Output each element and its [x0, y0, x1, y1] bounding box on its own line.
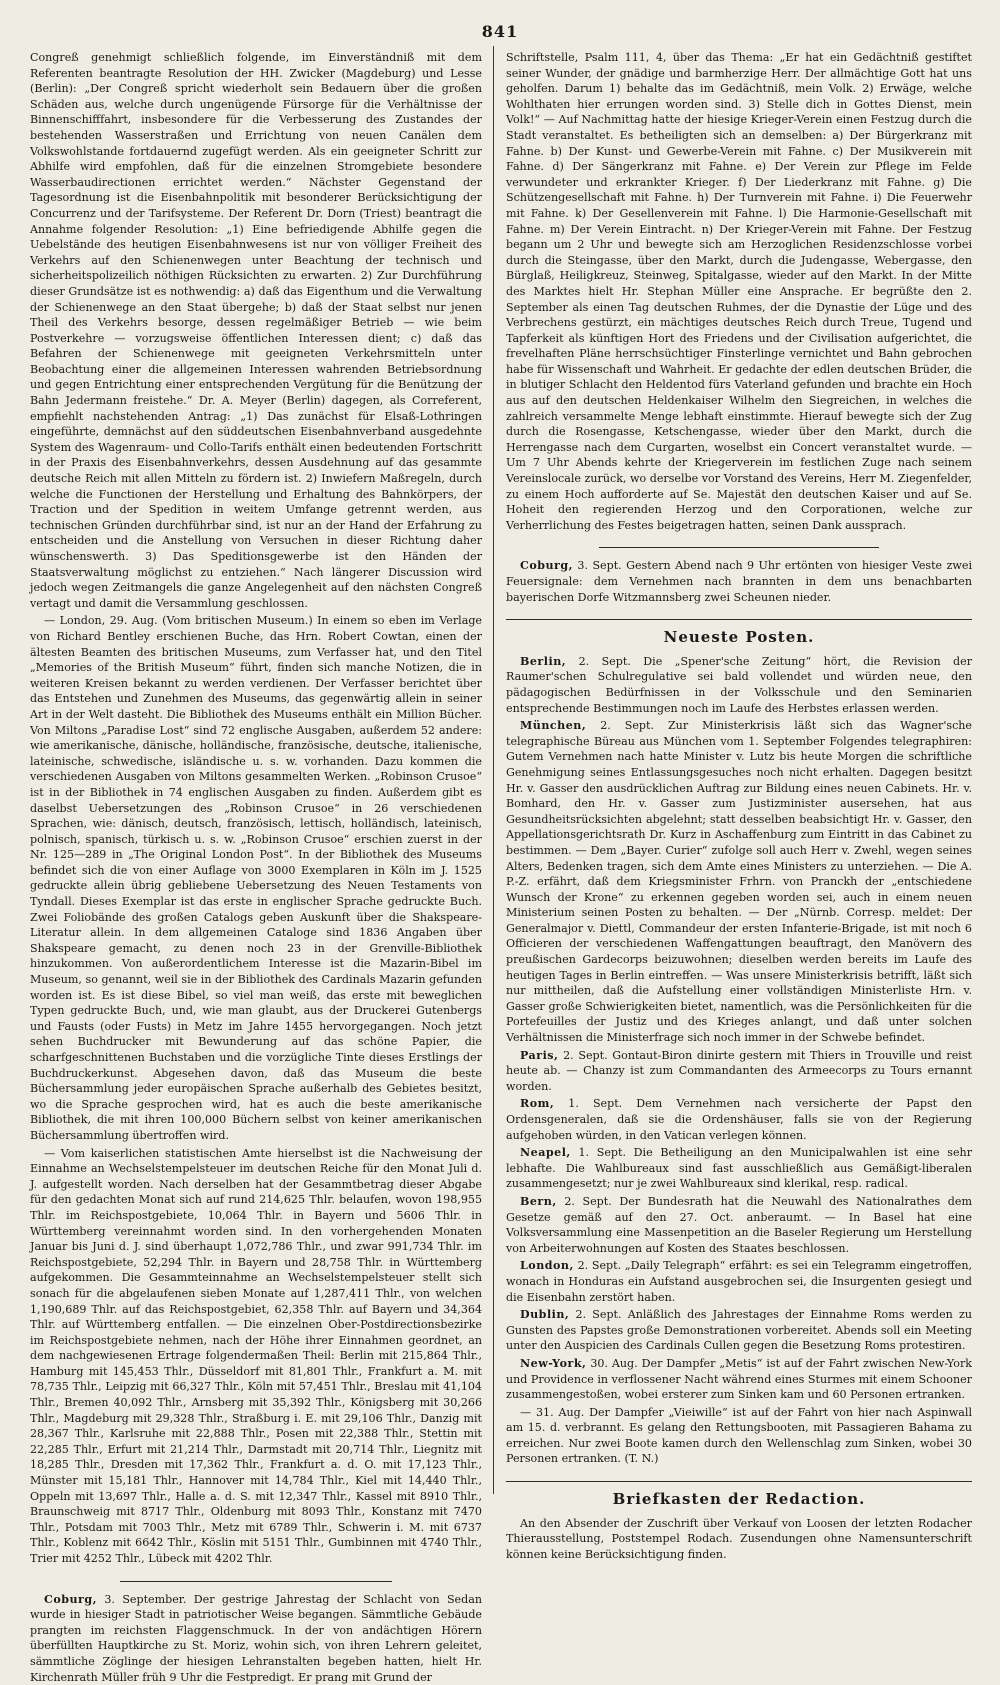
- news-london: [506, 1258, 972, 1305]
- news-muenchen: [506, 718, 972, 1045]
- news-berlin-text: 2. Sept. Die „Spener'sche Zeitung“ hört, die Revision der Raumer'schen Schulregulative sei bald vollendet und würden neue, den pädagogischen Bedürfnissen in der Volksschule und den Seminarien entsprechende Bestimmungen noch im Laufe des Herbstes erlassen werden.: [506, 654, 972, 715]
- dateline-dublin: Dublin,: [520, 1308, 570, 1322]
- dateline-new-york: New-York,: [520, 1356, 587, 1370]
- news-neapel-text: 1. Sept. Die Betheiligung an den Municipalwahlen ist eine sehr lebhafte. Die Wahlbureaux sind fast ausschließlich aus Gemäßigt-liberalen zusammengesetzt; nur je zwei Wahlbureaux sind klerikal, resp. radical.: [506, 1146, 972, 1191]
- dateline-rom: Rom,: [520, 1097, 555, 1111]
- news-dublin: [506, 1307, 972, 1354]
- article-coburg-sedan-text: 3. September. Der gestrige Jahrestag der Schlacht von Sedan wurde in hiesiger Stadt in patriotischer Weise begangen. Sämmtliche Gebäude prangten im reichsten Flaggenschmuck. In der von andächtigen Hörern überfüllten Hauptkirche zu St. Moriz, wohin sich, von ihren Lehrern geleitet, sämmtliche Zöglinge der hiesigen Lehranstalten begeben hatten, hielt Hr. Kirchenrath Müller früh 9 Uhr die Festpredigt. Er prang mit Grund der: [30, 1592, 482, 1684]
- news-new-york: [506, 1356, 972, 1403]
- article-coburg-sedan: [30, 1592, 482, 1685]
- dateline-neapel: Neapel,: [520, 1146, 571, 1160]
- news-neapel: [506, 1145, 972, 1192]
- dateline-muenchen: München,: [520, 719, 587, 733]
- page-number: 841: [481, 22, 519, 41]
- dateline-coburg: Coburg,: [44, 1592, 98, 1606]
- news-new-york-2: — 31. Aug. Der Dampfer „Vieiwille“ ist auf der Fahrt von hier nach Aspinwall am 15. d. verbrannt. Es gelang den Rettungsbooten, mit Passagieren Bahama zu erreichen. Nur zwei Boote kamen durch den Wellenschlag zum Sinken, wobei 30 Personen ertranken. (T. N.): [506, 1405, 972, 1466]
- news-bern: [506, 1194, 972, 1256]
- dateline-coburg: Coburg,: [520, 559, 574, 573]
- news-dublin-text: 2. Sept. Anläßlich des Jahrestages der Einnahme Roms werden zu Gunsten des Papstes große Demonstrationen vorbereitet. Abends soll ein Meeting unter den Auspicien des Cardinals Cullen gegen die Besetzung Roms protestiren.: [506, 1308, 972, 1353]
- news-london-text: 2. Sept. „Daily Telegraph“ erfährt: es sei ein Telegramm eingetroffen, wonach in Honduras ein Aufstand ausgebrochen sei, die Insurgenten gesiegt und die Eisenbahn zerstört haben.: [506, 1259, 972, 1304]
- section-separator: [506, 1481, 972, 1482]
- left-column: [30, 50, 482, 1684]
- article-separator: [599, 547, 879, 548]
- letters-notice: An den Absender der Zuschrift über Verkauf von Loosen der letzten Rodacher Thierausstellung, Poststempel Rodach. Zusendungen ohne Namensunterschrift können keine Berücksichtigung finden.: [506, 1516, 972, 1561]
- article-wechselstempelsteuer: — Vom kaiserlichen statistischen Amte hierselbst ist die Nachweisung der Einnahme an Wechselstempelsteuer im deutschen Reiche für den Monat Juli d. J. aufgestellt worden. Nach derselben hat der Gesammtbetrag dieser Abgabe für den gedachten Monat sich auf rund 214,625 Thlr. belaufen, wovon 198,955 Thlr. im Reichspostgebiete, 10,064 Thlr. in Bayern und 5606 Thlr. in Württemberg vereinnahmt worden sind. In den vorhergehenden Monaten Januar bis Juni d. J. sind überhaupt 1,072,786 Thlr., und zwar 991,734 Thlr. im Reichspostgebiete, 52,294 Thlr. in Bayern und 28,758 Thlr. in Württemberg aufgekommen. Die Gesammteinnahme an Wechselstempelsteuer stellt sich sonach für die abgelaufenen sieben Monate auf 1,287,411 Thlr., von welchen 1,190,689 Thlr. auf das Reichspostgebiet, 62,358 Thlr. auf Bayern und 34,364 Thlr. auf Württemberg entfallen. — Die einzelnen Ober-Postdirectionsbezirke im Reichspostgebiete nehmen, nach der Höhe ihrer Einnahmen geordnet, an dem nachgewiesenen Ertrage folgendermaßen Theil: Berlin mit 215,864 Thlr., Hamburg mit 145,453 Thlr., Düsseldorf mit 81,801 Thlr., Frankfurt a. M. mit 78,735 Thlr., Leipzig mit 66,327 Thlr., Köln mit 57,451 Thlr., Breslau mit 41,104 Thlr., Bremen 40,092 Thlr., Arnsberg mit 35,392 Thlr., Königsberg mit 30,266 Thlr., Magdeburg mit 29,328 Thlr., Straßburg i. E. mit 29,106 Thlr., Danzig mit 28,367 Thlr., Karlsruhe mit 22,888 Thlr., Posen mit 22,388 Thlr., Stettin mit 22,285 Thlr., Erfurt mit 21,214 Thlr., Darmstadt mit 20,714 Thlr., Liegnitz mit 18,285 Thlr., Dresden mit 17,362 Thlr., Frankfurt a. d. O. mit 17,123 Thlr., Münster mit 15,181 Thlr., Hannover mit 14,784 Thlr., Kiel mit 14,440 Thlr., Oppeln mit 13,697 Thlr., Halle a. d. S. mit 12,347 Thlr., Kassel mit 8910 Thlr., Braunschweig mit 8717 Thlr., Oldenburg mit 8093 Thlr., Konstanz mit 7470 Thlr., Potsdam mit 7003 Thlr., Metz mit 6789 Thlr., Schwerin i. M. mit 6737 Thlr., Koblenz mit 6642 Thlr., Köslin mit 5151 Thlr., Gumbinnen mit 4740 Thlr., Trier mit 4252 Thlr., Lübeck mit 4202 Thlr.: [30, 1146, 482, 1565]
- section-heading-letters: Briefkasten der Redaction.: [612, 1490, 866, 1509]
- news-new-york-text: 30. Aug. Der Dampfer „Metis“ ist auf der Fahrt zwischen New-York und Providence in verflossener Nacht während eines Sturmes mit einem Schooner zusammengestoßen, wobei ersterer zum Sinken kam und 60 Personen ertranken.: [506, 1356, 972, 1402]
- right-column: [506, 50, 972, 1561]
- news-rom: [506, 1096, 972, 1143]
- news-muenchen-text: 2. Sept. Zur Ministerkrisis läßt sich das Wagner'sche telegraphische Büreau aus München vom 1. September Folgendes telegraphiren: Gutem Vernehmen nach hatte Minister v. Lutz bis heute Morgen die schriftliche Genehmigung seines Entlassungsgesuches noch nicht erhalten. Dagegen besitzt Hr. v. Gasser den ausdrücklichen Auftrag zur Bildung eines neuen Cabinets. Hr. v. Bomhard, den Hr. v. Gasser zum Justizminister ausersehen, hat aus Gesundheitsrücksichten abgelehnt; statt desselben beabsichtigt Hr. v. Gasser, den Appellationsgerichtsrath Dr. Kurz in Aschaffenburg zum Eintritt in das Cabinet zu bestimmen. — Dem „Bayer. Curier“ zufolge soll auch Herr v. Zwehl, wegen seines Alters, Bedenken tragen, sich dem Amte eines Ministers zu unterziehen. — Die A. P.-Z. erfährt, daß dem Kriegsminister Frhrn. von Pranckh der „entschiedene Wunsch der Krone“ zu erkennen gegeben worden sei, auch in einem neuen Ministerium seinen Posten zu behalten. — Der „Nürnb. Corresp. meldet: Der Generalmajor v. Diettl, Commandeur der ersten Infanterie-Brigade, ist mit noch 6 Officieren der verschiedenen Waffengattungen beauftragt, den Manövern des preußischen Gardecorps beizuwohnen; dieselben werden bereits im Laufe des heutigen Tages in Berlin eintreffen. — Was unsere Ministerkrisis betrifft, läßt sich nur mittheilen, daß die Aufstellung einer vollständigen Ministerliste Hrn. v. Gasser große Schwierigkeiten bietet, namentlich, was die Persönlichkeiten für die Portefeuilles der Justiz und des Krieges anlangt, und daß unter solchen Verhältnissen die Ministerfrage sich noch immer in der Schwebe befindet.: [506, 719, 972, 1045]
- news-rom-text: 1. Sept. Dem Vernehmen nach versicherte der Papst den Ordensgeneralen, daß sie die Ordenshäuser, falls sie von der Regierung aufgehoben würden, in den Vatican verlegen können.: [506, 1097, 972, 1142]
- dateline-berlin: Berlin,: [520, 654, 567, 668]
- article-coburg-fire-text: 3. Sept. Gestern Abend nach 9 Uhr ertönten von hiesiger Veste zwei Feuersignale: dem Vernehmen nach brannten in dem uns benachbarten bayerischen Dorfe Witzmannsberg zwei Scheunen nieder.: [506, 559, 972, 604]
- news-paris: [506, 1048, 972, 1095]
- article-coburg-fire: [506, 558, 972, 605]
- column-rule: [493, 46, 494, 1494]
- dateline-bern: Bern,: [520, 1194, 557, 1208]
- dateline-london: London,: [520, 1259, 574, 1273]
- news-bern-text: 2. Sept. Der Bundesrath hat die Neuwahl des Nationalrathes dem Gesetze gemäß auf den 27. Oct. anberaumt. — In Basel hat eine Volksversammlung eine Massenpetition an die Baseler Regierung um Herstellung von Arbeiterwohnungen auf Kosten des Staates beschlossen.: [506, 1194, 972, 1255]
- news-paris-text: 2. Sept. Gontaut-Biron dinirte gestern mit Thiers in Trouville und reist heute ab. — Chanzy ist zum Commandanten des Armeecorps zu Tours ernannt worden.: [506, 1048, 972, 1093]
- dateline-paris: Paris,: [520, 1048, 559, 1062]
- section-separator: [506, 619, 972, 620]
- article-coburg-continued: Schriftstelle, Psalm 111, 4, über das Thema: „Er hat ein Gedächtniß gestiftet seiner Wunder, der gnädige und barmherzige Herr. Der allmächtige Gott hat uns geholfen. Darum 1) behalte das im Gedächtniß, mein Volk. 2) Erwäge, welche Wohlthaten hier errungen worden sind. 3) Stelle dich in Gottes Dienst, mein Volk!“ — Auf Nachmittag hatte der hiesige Krieger-Verein einen Festzug durch die Stadt veranstaltet. Es betheiligten sich an demselben: a) Der Bürgerkranz mit Fahne. b) Der Kunst- und Gewerbe-Verein mit Fahne. c) Der Musikverein mit Fahne. d) Der Sängerkranz mit Fahne. e) Der Verein zur Pflege im Felde verwundeter und erkrankter Krieger. f) Der Liederkranz mit Fahne. g) Die Schützengesellschaft mit Fahne. h) Der Turnverein mit Fahne. i) Die Feuerwehr mit Fahne. k) Der Gesellenverein mit Fahne. l) Die Harmonie-Gesellschaft mit Fahne. m) Der Verein Eintracht. n) Der Krieger-Verein mit Fahne. Der Festzug begann um 2 Uhr und bewegte sich am Herzoglichen Residenzschlosse vorbei durch die Steingasse, über den Markt, durch die Judengasse, Webergasse, den Bürglaß, Heiligkreuz, Steinweg, Spitalgasse, wieder auf den Markt. In der Mitte des Marktes hielt Hr. Stephan Müller eine Ansprache. Er begrüßte den 2. September als einen Tag deutschen Ruhmes, der die Dynastie der Lüge und des Verbrechens gestürzt, ein mächtiges deutsches Reich durch Treue, Tugend und Tapferkeit als künftigen Hort des Friedens und der Civilisation aufgerichtet, die frevelhaften Pläne herrschsüchtiger Finsterlinge vernichtet und Bahn gebrochen habe für Wissenschaft und Wahrheit. Er gedachte der edlen deutschen Brüder, die in blutiger Schlacht den Heldentod fürs Vaterland gefunden und brachte ein Hoch aus auf den deutschen Heldenkaiser Wilhelm den Siegreichen, in welches die zahlreich versammelte Menge lebhaft einstimmte. Hierauf bewegte sich der Zug durch die Rosengasse, Ketschengasse, wieder über den Markt, durch die Herrengasse nach dem Curgarten, woselbst ein Concert veranstaltet wurde. — Um 7 Uhr Abends kehrte der Kriegerverein im festlichen Zuge nach seinem Vereinslocale zurück, wo derselbe vor Vorstand des Vereins, Herr M. Ziegenfelder, zu einem Hoch aufforderte auf Se. Majestät den deutschen Kaiser und auf Se. Hoheit den regierenden Herzog und den Corporationen, welche zur Verherrlichung des Festes beigetragen hatten, seinen Dank aussprach.: [506, 51, 972, 532]
- news-berlin: [506, 654, 972, 716]
- article-separator: [120, 1581, 391, 1582]
- article-london-british-museum: — London, 29. Aug. (Vom britischen Museum.) In einem so eben im Verlage von Richard Bentley erschienen Buche, das Hrn. Robert Cowtan, einen der ältesten Beamten des britischen Museums, zum Verfasser hat, und den Titel „Memories of the British Museum“ führt, finden sich manche Notizen, die in weiteren Kreisen bekannt zu werden verdienen. Der Verfasser berichtet über das Entstehen und Zunehmen des Museums, das gegenwärtig allein in seiner Art in der Welt dasteht. Die Bibliothek des Museums enthält ein Million Bücher. Von Miltons „Paradise Lost“ sind 72 englische Ausgaben, außerdem 52 andere: wie amerikanische, dänische, holländische, französische, deutsche, italienische, lateinische, schwedische, isländische u. s. w. vorhanden. Dazu kommen die verschiedenen Ausgaben von Miltons gesammelten Werken. „Robinson Crusoe“ ist in der Bibliothek in 74 englischen Ausgaben zu finden. Außerdem gibt es daselbst Uebersetzungen des „Robinson Crusoe“ in 26 verschiedenen Sprachen, wie: dänisch, deutsch, französisch, lettisch, holländisch, lateinisch, polnisch, spanisch, türkisch u. s. w. „Robinson Crusoe“ erschien zuerst in der Nr. 125—289 in „The Original London Post“. In der Bibliothek des Museums befindet sich die von einer Auflage von 3000 Exemplaren in Köln im J. 1525 gedruckte allein übrig gebliebene Uebersetzung des Neuen Testaments von Tyndall. Dieses Exemplar ist das erste in englischer Sprache gedruckte Buch. Zwei Foliobände des großen Catalogs geben Auskunft über die Shakspeare-Literatur allein. In dem allgemeinen Cataloge sind 1836 Angaben über Shakspeare gemacht, zu denen noch 23 in der Grenville-Bibliothek hinzukommen. Von außerordentlichem Interesse ist die Mazarin-Bibel im Museum, so genannt, weil sie in der Bibliothek des Cardinals Mazarin gefunden worden ist. Es ist diese Bibel, so viel man weiß, das erste mit beweglichen Typen gedruckte Buch, und, wie man glaubt, aus der Druckerei Gutenbergs und Fausts (oder Fusts) in Metz im Jahre 1455 hervorgegangen. Noch jetzt sehen Buchdrucker mit Bewunderung auf das schöne Papier, die scharfgeschnittenen Buchstaben und die vorzügliche Tinte dieses Erstlings der Buchdruckerkunst. Abgesehen davon, daß das Museum die beste Büchersammlung jeder europäischen Sprache außerhalb des Gebietes besitzt, wo die Sprache gesprochen wird, hat es auch die beste amerikanische Bibliothek, die mit ihren 100,000 Büchern selbst von keiner amerikanischen Büchersammlung übertroffen wird.: [30, 614, 482, 1142]
- article-congress-resolution: Congreß genehmigt schließlich folgende, im Einverständniß mit dem Referenten beantragte Resolution der HH. Zwicker (Magdeburg) und Lesse (Berlin): „Der Congreß spricht wiederholt sein Bedauern über die großen Schäden aus, welche durch ungenügende Fürsorge für die Verhältnisse der Binnenschifffahrt, insbesondere für die Verbesserung des Zustandes der bestehenden Wasserstraßen und Errichtung von neuen Canälen dem Volkswohlstande fortdauernd zugefügt werden. Als ein geeigneter Schritt zur Abhilfe wird empfohlen, daß für die einzelnen Stromgebiete besondere Wasserbaudirectionen errichtet werden.“ Nächster Gegenstand der Tagesordnung ist die Eisenbahnpolitik mit besonderer Berücksichtigung der Concurrenz und der Tarifsysteme. Der Referent Dr. Dorn (Triest) beantragt die Annahme folgender Resolution: „1) Eine befriedigende Abhilfe gegen die Uebelstände des heutigen Eisenbahnwesens ist nur von völliger Freiheit des Verkehrs auf den Schienenwegen unter Beachtung der technisch und sicherheitspolizeilich nöthigen Rücksichten zu erwarten. 2) Zur Durchführung dieser Grundsätze ist es nothwendig: a) daß das Eigenthum und die Verwaltung der Schienenwege an den Staat übergehe; b) daß der Staat selbst nur jenen Theil des Verkehrs besorge, dessen regelmäßiger Betrieb — wie beim Postverkehre — vorzugsweise öffentlichen Interessen dient; c) daß das Befahren der Schienenwege mit geeigneten Verkehrsmitteln unter Beobachtung einer die allgemeinen Interessen wahrenden Betriebsordnung und gegen Entrichtung einer entsprechenden Vergütung für die Benützung der Bahn Jedermann freistehe.“ Dr. A. Meyer (Berlin) dagegen, als Correferent, empfiehlt nachstehenden Antrag: „1) Das zunächst für Elsaß-Lothringen eingeführte, demnächst auf den süddeutschen Eisenbahnverband ausgedehnte System des Wagenraum- und Collo-Tarifs enthält einen bedeutenden Fortschritt in der Praxis des Eisenbahnverkehrs, dessen Ausdehnung auf das gesammte deutsche Reich mit allen Mitteln zu fördern ist. 2) Inwiefern Maßregeln, durch welche die Functionen der Herstellung und Erhaltung des Bahnkörpers, der Traction und der Spedition in weitem Umfange getrennt werden, aus technischen Gründen durchführbar sind, ist nur an der Hand der Erfahrung zu entscheiden und die Anstellung von Versuchen in dieser Richtung daher wünschenswerth. 3) Das Speditionsgewerbe ist den Händen der Staatsverwaltung möglichst zu entziehen.“ Nach längerer Discussion wird jedoch wegen Zeitmangels die ganze Angelegenheit auf den nächsten Congreß vertagt und damit die Versammlung geschlossen.: [30, 51, 482, 610]
- section-heading-news: Neueste Posten.: [663, 628, 815, 647]
